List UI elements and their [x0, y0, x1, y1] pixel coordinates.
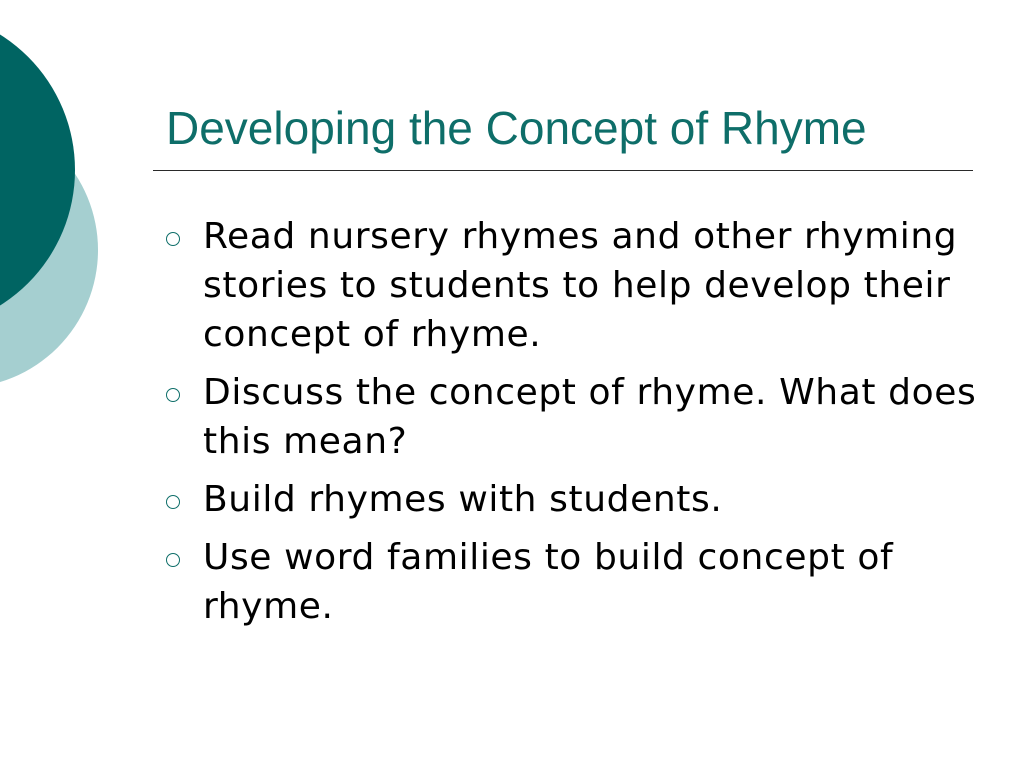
hollow-circle-icon: [166, 495, 180, 509]
slide-title: Developing the Concept of Rhyme: [166, 102, 867, 154]
bullet-item: [160, 475, 980, 524]
bullet-list: [160, 212, 980, 640]
bullet-item: [160, 212, 980, 359]
hollow-circle-icon: [166, 553, 180, 567]
bullet-item: [160, 533, 980, 631]
bullet-text: Read nursery rhymes and other rhyming stories to students to help develop their concept of rhyme.: [203, 216, 958, 355]
decorative-circles: [0, 0, 120, 420]
bullet-text: Use word families to build concept of rhyme.: [203, 537, 894, 627]
hollow-circle-icon: [166, 388, 180, 402]
bullet-item: [160, 368, 980, 466]
hollow-circle-icon: [166, 232, 180, 246]
bullet-text: Build rhymes with students.: [203, 479, 723, 520]
bullet-text: Discuss the concept of rhyme. What does this mean?: [203, 372, 977, 462]
title-divider: [153, 170, 973, 171]
